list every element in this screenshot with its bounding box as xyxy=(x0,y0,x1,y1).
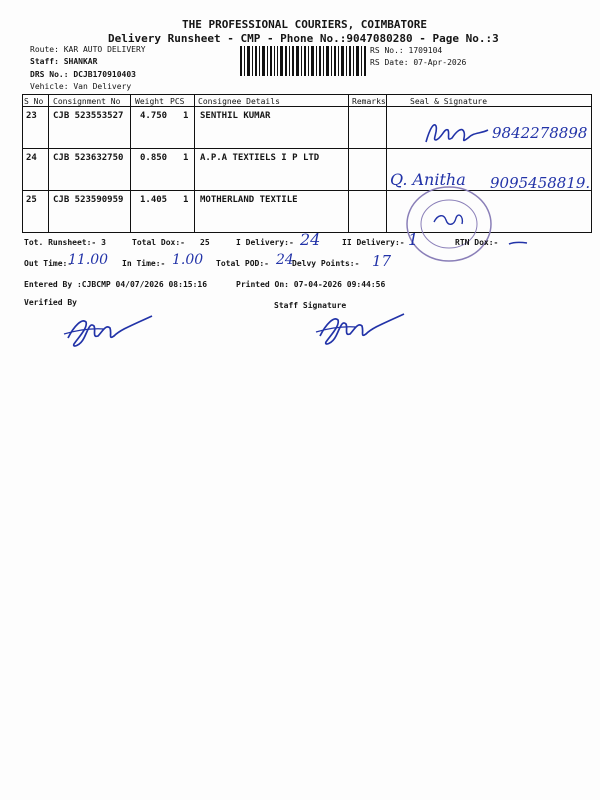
total-dox-value: 25 xyxy=(200,238,210,247)
total-dox-label: Total Dox:- xyxy=(132,238,185,247)
drs-number: DRS No.: DCJB170910403 xyxy=(30,70,136,79)
column-divider xyxy=(22,94,23,232)
in-time-handwritten: 1.00 xyxy=(172,252,204,268)
column-header: Consignment No xyxy=(53,97,121,106)
staff-signature-label: Staff Signature xyxy=(274,301,347,310)
consignee-cell: A.P.A TEXTIELS I P LTD xyxy=(200,153,320,163)
total-pod-label: Total POD:- xyxy=(216,259,269,268)
column-divider xyxy=(48,94,49,232)
vehicle-label: Vehicle: Van Delivery xyxy=(30,82,132,91)
sno-cell: 23 xyxy=(26,111,37,121)
ii-delivery-handwritten: 1 xyxy=(408,230,419,249)
verified-by-label: Verified By xyxy=(24,298,77,307)
column-header: Remarks xyxy=(352,97,386,106)
staff-label: Staff: SHANKAR xyxy=(30,57,98,66)
row1-signature-image xyxy=(422,118,492,148)
consignment-cell: CJB 523590959 xyxy=(53,195,124,205)
column-divider xyxy=(386,94,387,232)
column-divider xyxy=(348,94,349,232)
in-time-label: In Time:- xyxy=(122,259,166,268)
weight-cell: 0.850 xyxy=(140,153,168,163)
table-header-border xyxy=(22,106,592,107)
out-time-handwritten: 11.00 xyxy=(68,252,109,268)
weight-cell: 4.750 xyxy=(140,111,168,121)
delvy-points-handwritten: 17 xyxy=(372,252,392,270)
company-title: THE PROFESSIONAL COURIERS, COIMBATORE xyxy=(182,18,428,31)
delvy-points-label: Delvy Points:- xyxy=(292,259,360,268)
sno-cell: 24 xyxy=(26,153,37,163)
i-delivery-handwritten: 24 xyxy=(300,230,321,249)
consignment-cell: CJB 523553527 xyxy=(53,111,124,121)
pcs-cell: 1 xyxy=(183,111,189,121)
rtn-dox-dash-mark xyxy=(508,240,528,246)
row-divider xyxy=(22,148,592,149)
printed-on: Printed On: 07-04-2026 09:44:56 xyxy=(236,280,386,289)
staff-signature-image xyxy=(312,306,407,351)
entered-by: Entered By :CJBCMP 04/07/2026 08:15:16 xyxy=(24,280,208,289)
pcs-cell: 1 xyxy=(183,195,189,205)
column-header: Consignee Details xyxy=(198,97,280,106)
out-time-label: Out Time:- xyxy=(24,259,73,268)
ii-delivery-label: II Delivery:- xyxy=(342,238,405,247)
pcs-cell: 1 xyxy=(183,153,189,163)
i-delivery-label: I Delivery:- xyxy=(236,238,294,247)
column-divider xyxy=(194,94,195,232)
column-header: Seal & Signature xyxy=(410,97,488,106)
runsheet-subtitle: Delivery Runsheet - CMP - Phone No.:9047080280 - Page No.:3 xyxy=(108,32,499,45)
route-label: Route: KAR AUTO DELIVERY xyxy=(30,45,146,54)
column-header: Weight xyxy=(135,97,164,106)
column-divider xyxy=(591,94,592,232)
row2-handwritten-name: Q. Anitha xyxy=(390,170,466,189)
tot-runsheet: Tot. Runsheet:- 3 xyxy=(24,238,106,247)
weight-cell: 1.405 xyxy=(140,195,168,205)
table-top-border xyxy=(22,94,592,95)
rs-number: RS No.: 1709104 xyxy=(370,46,443,55)
column-divider xyxy=(130,94,131,232)
company-stamp-icon xyxy=(404,184,494,264)
rtn-dox-label: RTN Dox:- xyxy=(455,238,499,247)
column-header: S No xyxy=(24,97,44,106)
rs-date: RS Date: 07-Apr-2026 xyxy=(370,58,467,67)
row2-handwritten-phone: 9095458819. xyxy=(490,174,591,192)
verified-by-signature-image xyxy=(60,308,155,353)
consignee-cell: MOTHERLAND TEXTILE xyxy=(200,195,298,205)
row1-handwritten-phone: 9842278898 xyxy=(492,124,588,142)
total-pod-handwritten: 24 xyxy=(276,252,294,268)
sno-cell: 25 xyxy=(26,195,37,205)
column-header: PCS xyxy=(170,97,185,106)
barcode-image xyxy=(240,46,366,76)
consignment-cell: CJB 523632750 xyxy=(53,153,124,163)
consignee-cell: SENTHIL KUMAR xyxy=(200,111,271,121)
